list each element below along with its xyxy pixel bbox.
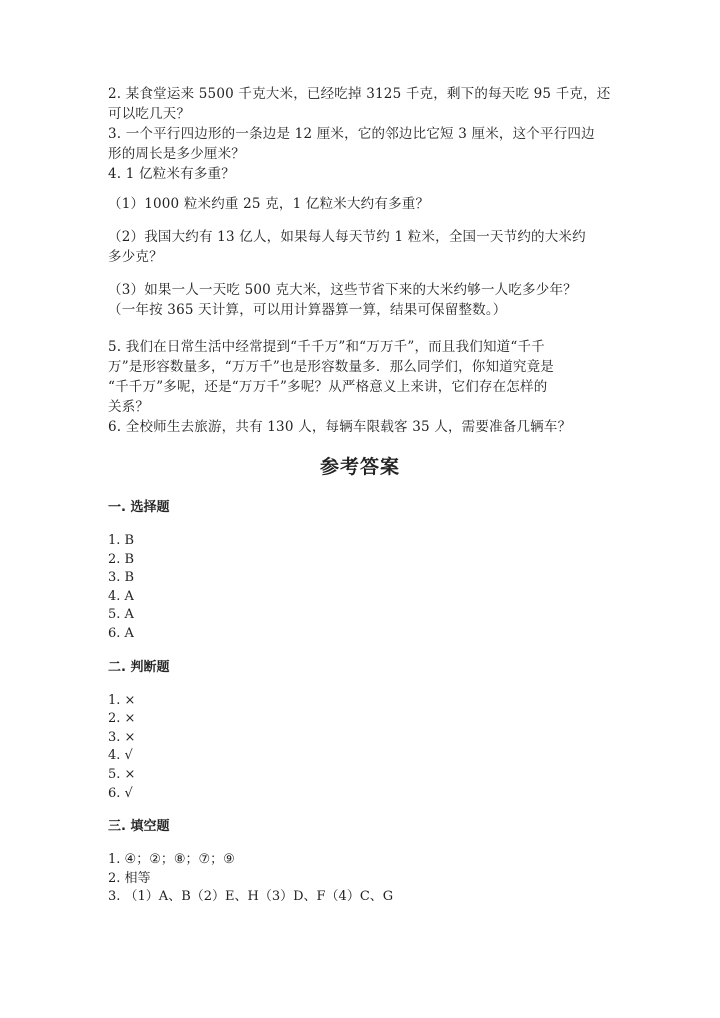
problem-line: “千千万”多呢，还是“万万千”多呢？从严格意义上来讲，它们存在怎样的 [108, 379, 548, 395]
answer-item: 6. √ [108, 785, 133, 801]
problem-4-part-2 [108, 227, 613, 267]
problem-line: 多少克？ [108, 249, 163, 265]
problem-line: 形的周长是多少厘米？ [108, 146, 245, 162]
answer-item: 5. A [108, 607, 134, 623]
answer-item: 3. （1）A、B（2）E、H（3）D、F（4）C、G [108, 889, 394, 905]
problem-line: 5. 我们在日常生活中经常提到“千千万”和“万万千”，而且我们知道“千千 [108, 339, 545, 355]
problem-line: 6. 全校师生去旅游，共有 130 人，每辆车限载客 35 人，需要准备几辆车？ [108, 419, 572, 435]
answer-item: 3. B [108, 570, 135, 586]
answer-item: 2. B [108, 551, 135, 567]
answer-item: 4. A [108, 588, 134, 604]
problem-4-part-1 [108, 194, 613, 214]
answer-item: 1. × [108, 692, 136, 708]
problem-5 [108, 337, 613, 417]
problem-line: 关系？ [108, 399, 150, 415]
problem-2 [108, 84, 613, 124]
section-heading: 二. 判断题 [108, 659, 170, 675]
problem-line: 4. 1 亿粒米有多重？ [108, 166, 235, 182]
problem-4 [108, 164, 613, 184]
answer-item: 2. 相等 [108, 870, 151, 886]
problem-line: （2）我国大约有 13 亿人，如果每人每天节约 1 粒米，全国一天节约的大米约 [108, 229, 586, 245]
problem-line: 万”是形容数量多，“万万千”也是形容数量多．那么同学们，你知道究竟是 [108, 359, 555, 375]
problem-line: （3）如果一人一天吃 500 克大米，这些节省下来的大米约够一人吃多少年？ [108, 282, 577, 298]
answer-item: 4. √ [108, 748, 133, 764]
problem-6 [108, 417, 613, 437]
section-heading: 三. 填空题 [108, 819, 170, 835]
answer-item: 2. × [108, 711, 136, 727]
answer-item: 1. B [108, 533, 135, 548]
problem-line: 2. 某食堂运来 5500 千克大米，已经吃掉 3125 千克，剩下的每天吃 95 千克，还 [108, 86, 611, 102]
problem-line: 可以吃几天？ [108, 106, 191, 122]
section-choice [108, 498, 613, 644]
answers-block [108, 498, 613, 921]
answer-item: 3. × [108, 729, 136, 745]
problems-block [108, 84, 613, 437]
problem-line: 3. 一个平行四边形的一条边是 12 厘米，它的邻边比它短 3 厘米，这个平行四边 [108, 126, 595, 142]
section-judge [108, 658, 613, 804]
answer-item: 5. × [108, 766, 136, 782]
answer-title: 参考答案 [319, 456, 400, 478]
problem-3 [108, 124, 613, 164]
section-fill [108, 817, 613, 907]
answer-item: 6. A [108, 625, 134, 641]
problem-line: （1）1000 粒米约重 25 克，1 亿粒米大约有多重？ [108, 196, 430, 212]
section-heading: 一. 选择题 [108, 500, 170, 515]
problem-4-part-3 [108, 280, 613, 320]
answer-item: 1. ④；②；⑧；⑦；⑨ [108, 852, 235, 868]
problem-line: （一年按 365 天计算，可以用计算器算一算，结果可保留整数。） [108, 302, 507, 318]
